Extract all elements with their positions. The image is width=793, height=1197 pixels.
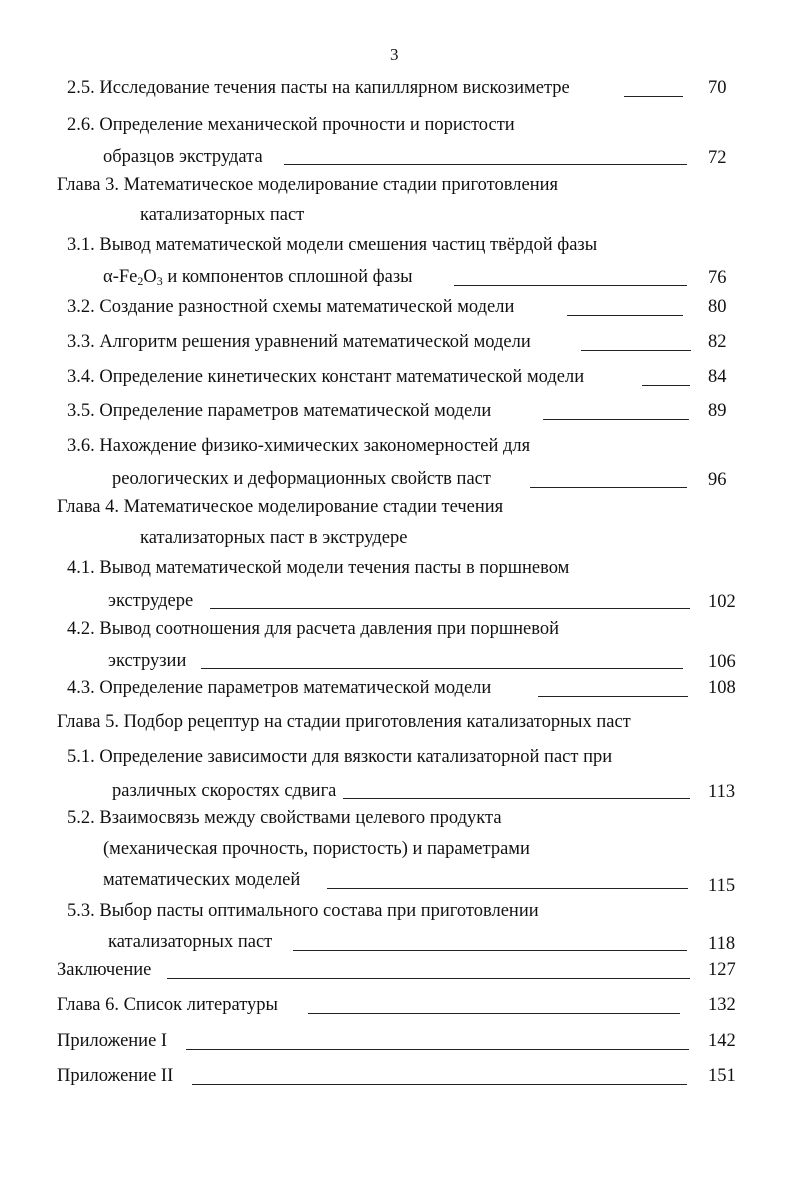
- formula-mid: O: [143, 267, 157, 287]
- toc-entry-page: 127: [708, 960, 736, 980]
- chapter-title-cont: катализаторных паст в экструдере: [140, 528, 408, 548]
- toc-entry-title-cont: различных скоростях сдвига: [112, 781, 337, 801]
- toc-entry-title: 3.1. Вывод математической модели смешения частиц твёрдой фазы: [67, 235, 598, 255]
- leader-line: [538, 696, 688, 697]
- leader-line: [308, 1013, 680, 1014]
- leader-line: [581, 350, 691, 351]
- leader-line: [642, 385, 690, 386]
- leader-line: [293, 950, 687, 951]
- toc-entry-page: 151: [708, 1066, 736, 1086]
- toc-entry-page: 76: [708, 268, 727, 288]
- leader-line: [167, 978, 690, 979]
- toc-entry-page: 142: [708, 1031, 736, 1051]
- toc-entry-title: 5.2. Взаимосвязь между свойствами целевого продукта: [67, 808, 502, 828]
- leader-line: [454, 285, 687, 286]
- leader-line: [624, 96, 683, 97]
- toc-entry-title: 5.3. Выбор пасты оптимального состава при приготовлении: [67, 901, 539, 921]
- leader-line: [567, 315, 683, 316]
- toc-entry-page: 115: [708, 876, 736, 896]
- toc-entry-title: 4.1. Вывод математической модели течения пасты в поршневом: [67, 558, 570, 578]
- formula-prefix: α-Fe: [103, 267, 138, 287]
- leader-line: [530, 487, 687, 488]
- toc-entry-title-cont: (механическая прочность, пористость) и параметрами: [103, 839, 530, 859]
- chapter-title: Глава 4. Математическое моделирование стадии течения: [57, 497, 504, 517]
- toc-entry-page: 113: [708, 782, 736, 802]
- toc-entry-title: 3.3. Алгоритм решения уравнений математической модели: [67, 332, 531, 352]
- formula-suffix: и компонентов сплошной фазы: [162, 267, 413, 287]
- toc-entry-title-cont: экструдере: [108, 591, 194, 611]
- toc-entry-page: 132: [708, 995, 736, 1015]
- toc-entry-page: 108: [708, 678, 736, 698]
- toc-entry-title-cont: экструзии: [108, 651, 187, 671]
- toc-entry-page: 106: [708, 652, 736, 672]
- toc-entry-title-cont: образцов экструдата: [103, 147, 263, 167]
- toc-entry-title: 4.2. Вывод соотношения для расчета давления при поршневой: [67, 619, 560, 639]
- toc-entry-page: 82: [708, 332, 727, 352]
- toc-entry-page: 96: [708, 470, 727, 490]
- leader-line: [192, 1084, 687, 1085]
- toc-entry-title: Глава 6. Список литературы: [57, 995, 278, 1015]
- toc-entry-title: 4.3. Определение параметров математической модели: [67, 678, 492, 698]
- toc-entry-title: 3.6. Нахождение физико-химических закономерностей для: [67, 436, 531, 456]
- toc-entry-title: Заключение: [57, 960, 152, 980]
- toc-entry-title: 2.6. Определение механической прочности и пористости: [67, 115, 515, 135]
- toc-entry-title: 5.1. Определение зависимости для вязкости катализаторной паст при: [67, 747, 613, 767]
- leader-line: [343, 798, 690, 799]
- chapter-title: Глава 5. Подбор рецептур на стадии приготовления катализаторных паст: [57, 712, 631, 732]
- toc-entry-title-cont: математических моделей: [103, 870, 301, 890]
- toc-entry-title-cont: [103, 266, 413, 288]
- toc-entry-page: 72: [708, 148, 727, 168]
- toc-entry-title-cont: катализаторных паст: [108, 932, 273, 952]
- page-number: 3: [390, 45, 399, 64]
- leader-line: [284, 164, 687, 165]
- leader-line: [327, 888, 688, 889]
- toc-entry-title: 3.2. Создание разностной схемы математической модели: [67, 297, 515, 317]
- toc-entry-page: 70: [708, 78, 727, 98]
- leader-line: [186, 1049, 689, 1050]
- toc-entry-page: 118: [708, 934, 736, 954]
- toc-entry-page: 102: [708, 592, 736, 612]
- toc-entry-title: Приложение I: [57, 1031, 168, 1051]
- formula-subscript: 2: [137, 274, 144, 288]
- toc-entry-title: Приложение II: [57, 1066, 174, 1086]
- toc-entry-title: 2.5. Исследование течения пасты на капиллярном вискозиметре: [67, 78, 570, 98]
- toc-entry-title-cont: реологических и деформационных свойств паст: [112, 469, 491, 489]
- chapter-title-cont: катализаторных паст: [140, 205, 305, 225]
- leader-line: [543, 419, 689, 420]
- chapter-title: Глава 3. Математическое моделирование стадии приготовления: [57, 175, 559, 195]
- formula-subscript: 3: [156, 274, 163, 288]
- leader-line: [201, 668, 683, 669]
- toc-entry-page: 84: [708, 367, 727, 387]
- toc-entry-page: 80: [708, 297, 727, 317]
- toc-entry-title: 3.5. Определение параметров математической модели: [67, 401, 492, 421]
- leader-line: [210, 608, 690, 609]
- toc-entry-title: 3.4. Определение кинетических констант математической модели: [67, 367, 585, 387]
- toc-entry-page: 89: [708, 401, 727, 421]
